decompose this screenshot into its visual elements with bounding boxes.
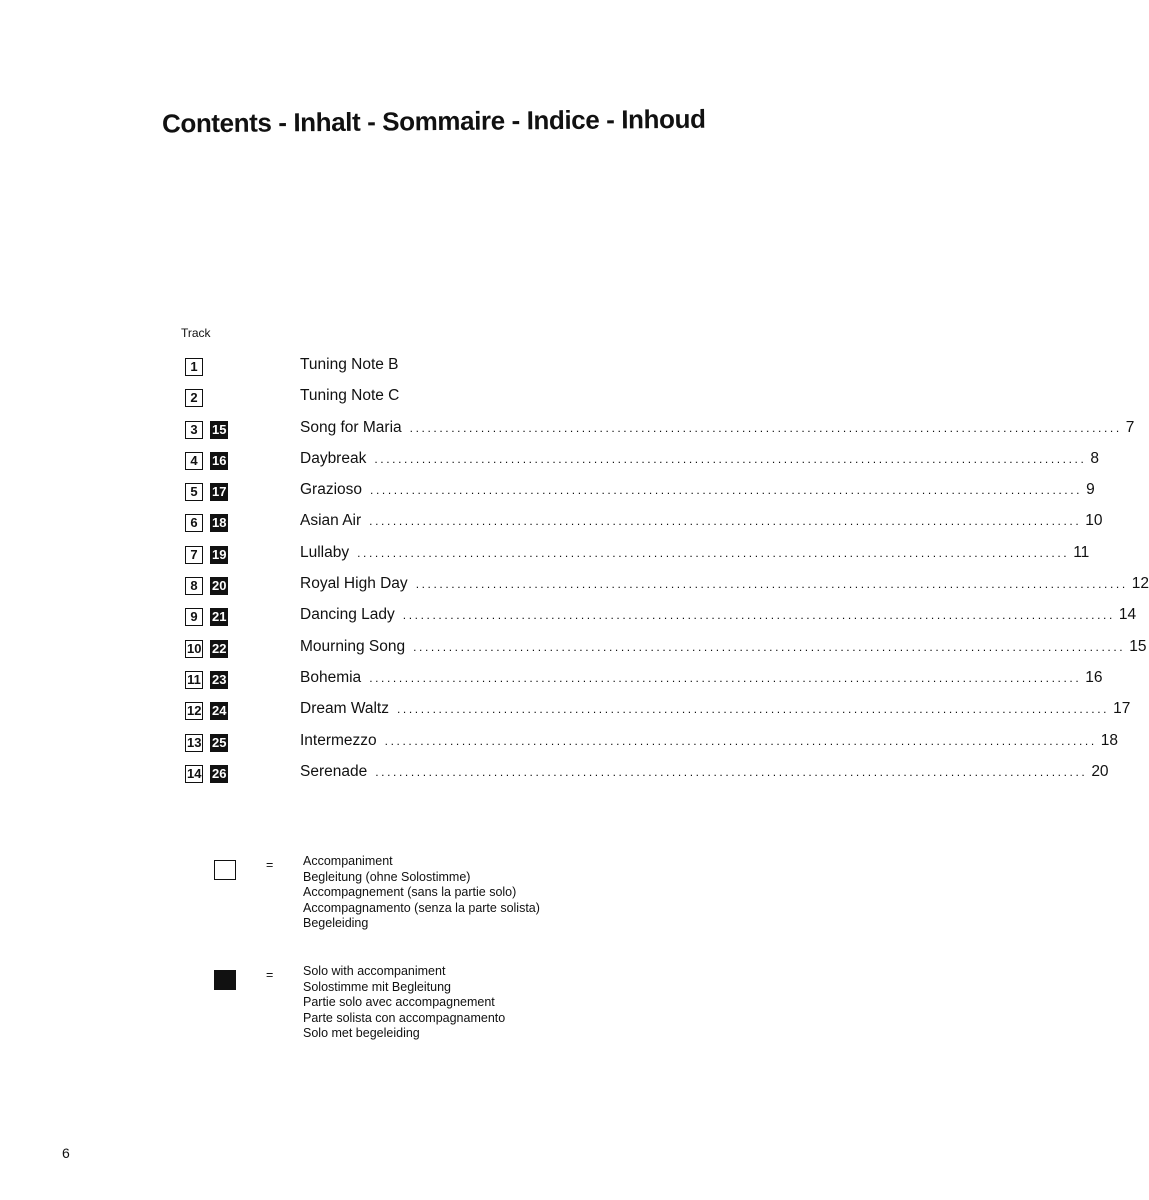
page-reference: 14 [1118, 606, 1137, 624]
page-reference: 18 [1100, 731, 1118, 749]
accompaniment-track-number: 13 [187, 734, 202, 750]
track-column-label: Track [181, 326, 211, 340]
legend-line-french: Partie solo avec accompagnement [303, 995, 495, 1010]
legend-line-french: Accompagnement (sans la partie solo) [303, 885, 517, 900]
page-reference: 17 [1113, 700, 1131, 718]
page-reference: 10 [1085, 512, 1103, 530]
solo-track-number: 19 [212, 546, 227, 562]
legend-line-italian: Parte solista con accompagnamento [303, 1010, 506, 1025]
dot-leader: ........................................................................................................................ [397, 702, 1110, 717]
accompaniment-track-number: 11 [185, 671, 203, 689]
solo-track-number: 17 [212, 484, 227, 500]
dot-leader: ........................................................................................................................ [415, 577, 1128, 592]
contents-row[interactable] [182, 385, 702, 416]
legend-line-english: Solo with accompaniment [303, 964, 446, 978]
dot-leader: ........................................................................................................................ [409, 420, 1122, 435]
piece-title: Dancing Lady [300, 606, 395, 624]
contents-row[interactable] [182, 354, 702, 385]
contents-row[interactable] [182, 479, 1095, 510]
piece-title: Tuning Note B [300, 356, 399, 373]
piece-title: Bohemia [300, 668, 362, 686]
piece-title: Song for Maria [300, 418, 402, 436]
accompaniment-track-number: 14 [187, 765, 202, 781]
legend-line-english: Accompaniment [303, 854, 393, 868]
accompaniment-track-number: 10 [187, 640, 202, 656]
solo-track-number: 26 [212, 765, 227, 781]
solo-track-number: 16 [212, 452, 227, 468]
contents-row[interactable] [182, 573, 1149, 604]
accompaniment-track-number: 7 [185, 546, 203, 564]
contents-row[interactable] [182, 417, 1135, 448]
accompaniment-track-number: 4 [185, 452, 203, 470]
accompaniment-track-number: 9 [185, 608, 203, 626]
solo-track-number: 24 [212, 703, 227, 719]
solo-track-number: 20 [212, 578, 227, 594]
contents-row[interactable] [182, 604, 1137, 635]
dot-leader: ........................................................................................................................ [375, 764, 1088, 779]
solid-box-icon [214, 970, 236, 990]
solo-track-number: 23 [212, 671, 227, 687]
page-reference: 11 [1073, 543, 1090, 561]
legend-line-dutch: Solo met begeleiding [303, 1026, 420, 1041]
page-title: Contents - Inhalt - Sommaire - Indice - Inhoud [161, 103, 706, 139]
accompaniment-track-number: 12 [187, 703, 202, 719]
contents-row[interactable] [182, 542, 1090, 573]
solo-track-number: 22 [212, 640, 227, 656]
page-reference: 7 [1125, 418, 1135, 436]
solo-track-number: 21 [212, 609, 227, 625]
page-reference: 9 [1086, 481, 1095, 499]
piece-title: Lullaby [300, 543, 350, 561]
legend-text [303, 854, 540, 932]
page-reference: 16 [1085, 668, 1103, 686]
accompaniment-track-number: 5 [185, 483, 203, 501]
piece-title: Grazioso [300, 481, 363, 499]
legend-text [303, 964, 505, 1042]
dot-leader: ........................................................................................................................ [374, 451, 1087, 466]
contents-row[interactable] [182, 636, 1147, 667]
equals-sign: = [266, 968, 274, 982]
solo-track-number: 15 [212, 421, 227, 437]
contents-row[interactable] [182, 698, 1131, 729]
dot-leader: ........................................................................................................................ [370, 483, 1083, 498]
contents-row[interactable] [182, 510, 1103, 541]
piece-title: Daybreak [300, 449, 367, 467]
page-reference: 15 [1129, 637, 1147, 655]
contents-row[interactable] [182, 448, 1100, 479]
piece-title: Mourning Song [300, 637, 406, 655]
dot-leader: ........................................................................................................................ [369, 670, 1082, 685]
legend-line-german: Begleitung (ohne Solostimme) [303, 869, 471, 884]
contents-row[interactable] [182, 730, 1118, 761]
open-box-icon [214, 860, 236, 880]
piece-title: Asian Air [300, 512, 362, 530]
piece-title: Dream Waltz [300, 700, 389, 718]
solo-track-number: 25 [212, 734, 227, 750]
contents-row[interactable] [182, 761, 1109, 792]
legend-line-dutch: Begeleiding [303, 916, 369, 931]
equals-sign: = [266, 858, 274, 872]
page-reference: 8 [1090, 449, 1100, 467]
legend-line-italian: Accompagnamento (senza la parte solista) [303, 900, 540, 915]
piece-title: Royal High Day [300, 575, 408, 593]
contents-list [182, 354, 1149, 792]
contents-row[interactable] [182, 667, 1103, 698]
dot-leader: ........................................................................................................................ [402, 608, 1115, 623]
piece-title: Tuning Note C [300, 387, 400, 405]
dot-leader: ........................................................................................................................ [413, 639, 1126, 654]
page-reference: 12 [1131, 575, 1149, 593]
page-reference: 20 [1091, 762, 1109, 780]
legend-line-german: Solostimme mit Begleitung [303, 979, 451, 994]
accompaniment-track-number: 6 [185, 514, 203, 532]
dot-leader: ........................................................................................................................ [357, 545, 1070, 560]
piece-title: Intermezzo [300, 731, 377, 749]
dot-leader: ........................................................................................................................ [369, 514, 1082, 529]
dot-leader: ........................................................................................................................ [384, 733, 1097, 748]
accompaniment-track-number: 8 [185, 577, 203, 595]
solo-track-number: 18 [212, 515, 227, 531]
piece-title: Serenade [300, 762, 368, 780]
accompaniment-track-number: 2 [185, 389, 203, 407]
accompaniment-track-number: 3 [185, 421, 203, 439]
accompaniment-track-number: 1 [185, 358, 203, 376]
page-number: 6 [62, 1145, 70, 1161]
